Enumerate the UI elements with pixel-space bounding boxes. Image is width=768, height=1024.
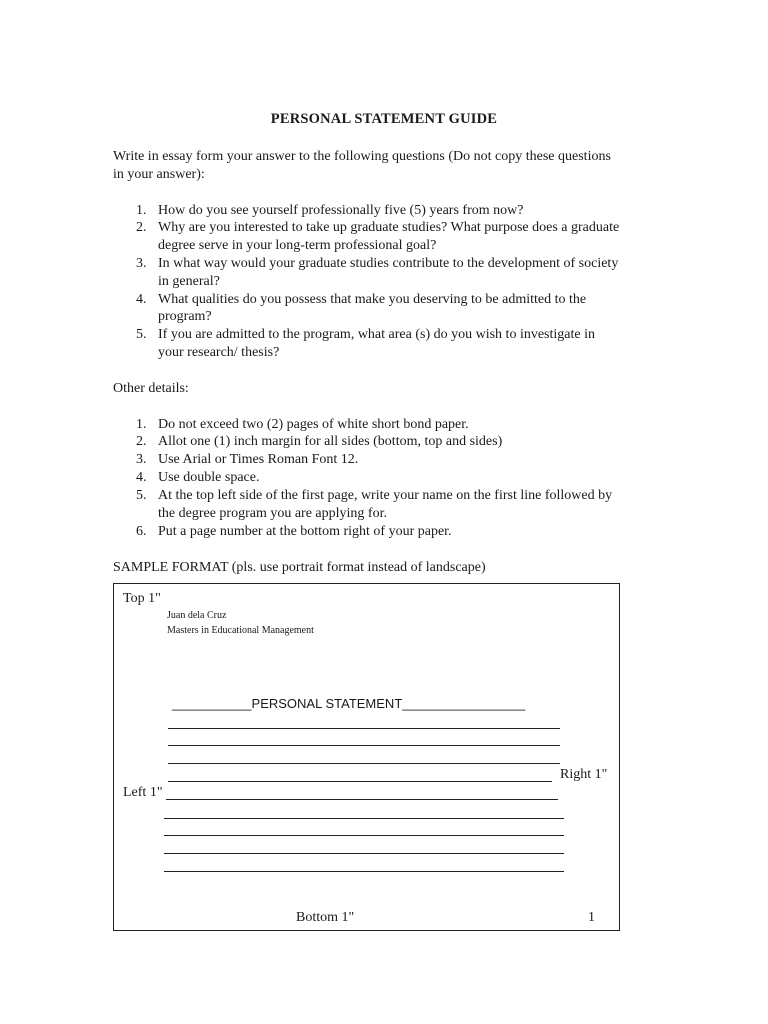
question-text: If you are admitted to the program, what area (s) do you wish to investigate in (158, 327, 595, 342)
detail-number: 2. (136, 434, 147, 449)
question-text: program? (158, 309, 212, 324)
right-margin-label: Right 1" (560, 767, 608, 782)
other-details-label: Other details: (113, 381, 189, 396)
question-number: 2. (136, 220, 147, 235)
question-text: Why are you interested to take up graduate studies? What purpose does a graduate (158, 220, 620, 235)
heading-rule-left: ___________ (172, 696, 252, 711)
sample-text-line (164, 871, 564, 872)
question-number: 3. (136, 256, 147, 271)
sample-format-label: SAMPLE FORMAT (pls. use portrait format instead of landscape) (113, 560, 486, 575)
bottom-margin-label: Bottom 1" (296, 910, 355, 925)
question-text: degree serve in your long-term professional goal? (158, 238, 437, 253)
document-title: PERSONAL STATEMENT GUIDE (270, 111, 498, 127)
detail-text: Use Arial or Times Roman Font 12. (158, 452, 359, 467)
detail-text: Put a page number at the bottom right of your paper. (158, 524, 452, 539)
detail-number: 5. (136, 488, 147, 503)
detail-text: the degree program you are applying for. (158, 506, 387, 521)
left-margin-label: Left 1" (123, 785, 163, 800)
heading-rule-right: _________________ (402, 696, 526, 711)
sample-text-line (164, 835, 564, 836)
sample-text-line (168, 728, 560, 729)
detail-text: Do not exceed two (2) pages of white short bond paper. (158, 417, 469, 432)
sample-page-box (113, 583, 620, 931)
sample-text-line (168, 781, 552, 782)
detail-number: 3. (136, 452, 147, 467)
detail-text: At the top left side of the first page, write your name on the first line followed by (158, 488, 613, 503)
question-number: 4. (136, 292, 147, 307)
intro-line-2: in your answer): (113, 167, 205, 182)
detail-number: 6. (136, 524, 147, 539)
sample-page-number: 1 (588, 910, 595, 925)
detail-text: Allot one (1) inch margin for all sides (bottom, top and sides) (158, 434, 503, 449)
question-text: What qualities do you possess that make you deserving to be admitted to the (158, 292, 587, 307)
question-text: in general? (158, 274, 220, 289)
sample-text-line (166, 799, 558, 800)
sample-text-line (168, 763, 560, 764)
sample-program: Masters in Educational Management (167, 625, 314, 636)
question-text: How do you see yourself professionally five (5) years from now? (158, 203, 524, 218)
detail-number: 4. (136, 470, 147, 485)
top-margin-label: Top 1" (123, 591, 161, 606)
question-number: 5. (136, 327, 147, 342)
question-text: In what way would your graduate studies contribute to the development of society (158, 256, 619, 271)
detail-text: Use double space. (158, 470, 260, 485)
sample-text-line (164, 818, 564, 819)
intro-line-1: Write in essay form your answer to the following questions (Do not copy these questions (113, 149, 611, 164)
heading-text: PERSONAL STATEMENT (251, 696, 403, 711)
sample-heading (172, 696, 525, 711)
question-number: 1. (136, 203, 147, 218)
sample-text-line (164, 853, 564, 854)
question-text: your research/ thesis? (158, 345, 280, 360)
sample-name: Juan dela Cruz (167, 610, 227, 621)
detail-number: 1. (136, 417, 147, 432)
sample-text-line (168, 745, 560, 746)
